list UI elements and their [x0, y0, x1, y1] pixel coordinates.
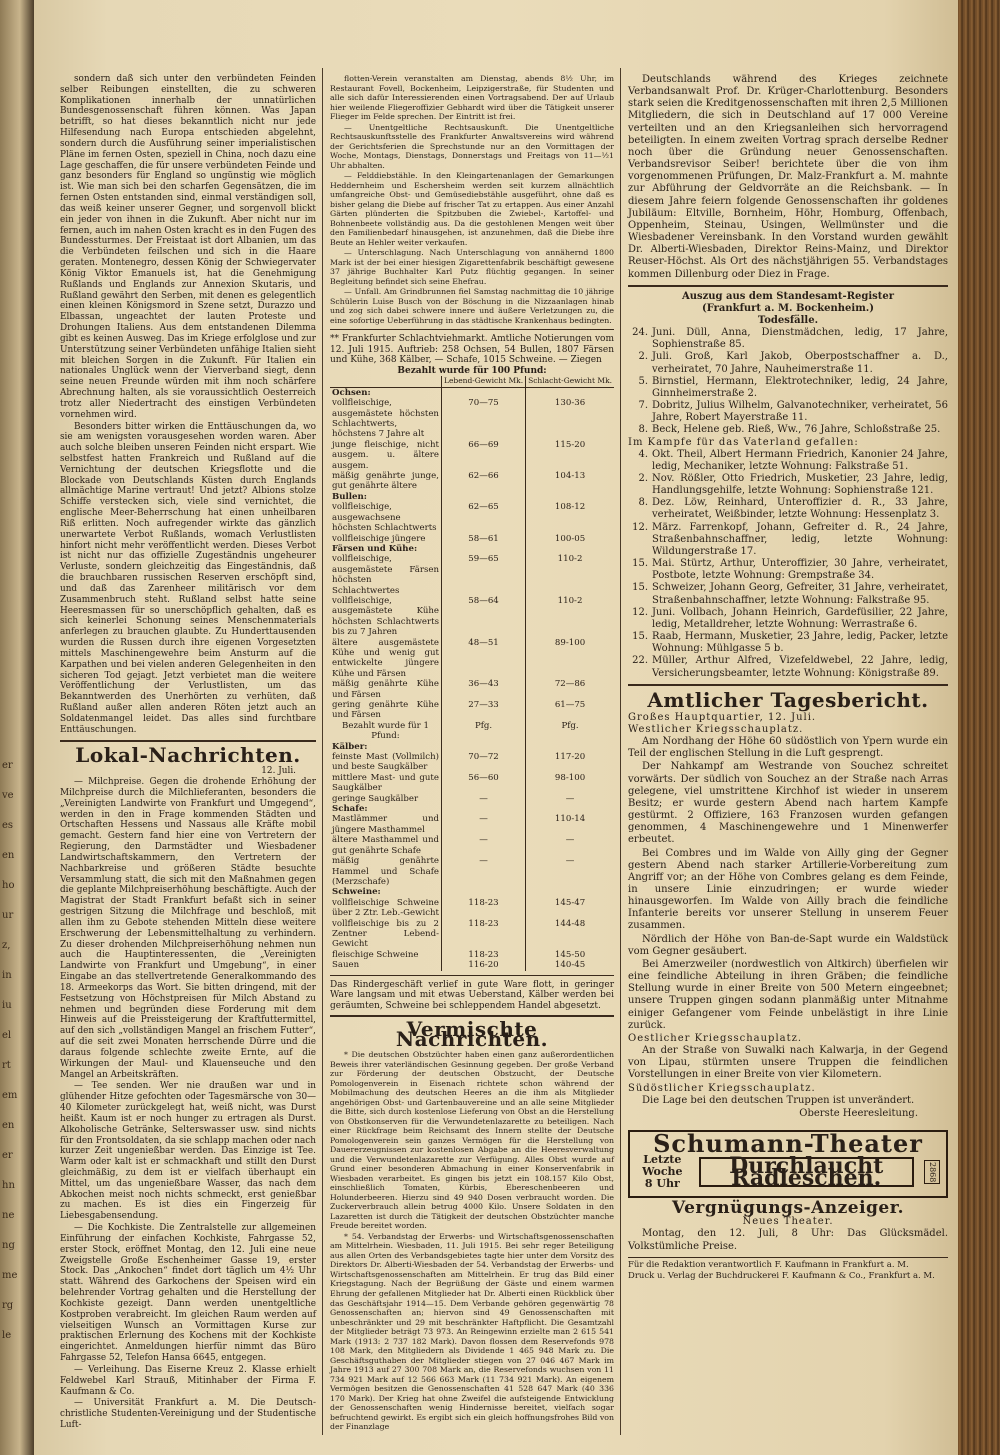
market-live-price: 62—66: [441, 471, 525, 492]
market-row: [330, 638, 614, 680]
market-slaughter-price: 100-05: [526, 534, 614, 544]
market-slaughter-price: 72—86: [526, 679, 614, 700]
entry-date: 2.: [638, 351, 648, 363]
margin-fragment: en: [2, 1120, 15, 1131]
ad-title: Schumann-Theater: [653, 1128, 923, 1158]
column-rule: [620, 68, 621, 1435]
market-slaughter-price: [526, 492, 614, 502]
market-label: vollfleischige jüngere: [332, 533, 426, 544]
vermischte-articles: [330, 1050, 614, 1432]
margin-fragment: iu: [2, 1000, 12, 1011]
market-live-price: 66—69: [441, 440, 525, 471]
entry-text: Dobritz, Julius Wilhelm, Galvanotechniker, verheiratet, 56 Jahre, Robert Mayerstraße 11.: [652, 400, 948, 424]
market-label: mittlere Mast- und gute Saugkälber: [332, 772, 439, 794]
register-entry: [628, 655, 948, 679]
report-paragraph: Bei Amerzweiler (nordwestlich von Altkirch) überfielen wir eine feindliche Abteilung in ihren Gräben; die feindliche Stellung wurde in einer Breite von 500 Metern eingeebnet; unsere Truppen gingen sodann planmäßig unter Mitnahme einiger Gefangener vom Feinde unbelästigt in ihre Linie zurück.: [628, 958, 948, 1031]
entry-date: 22.: [632, 655, 648, 667]
register-entry: [628, 424, 948, 436]
market-slaughter-price: 110-2: [526, 554, 614, 596]
deaths-label: Todesfälle.: [757, 314, 819, 326]
ad-time-line: 8 Uhr: [644, 1177, 680, 1191]
market-slaughter-price: —: [526, 794, 614, 804]
market-slaughter-price: 98-100: [526, 773, 614, 794]
entry-text: Okt. Theil, Albert Hermann Friedrich, Kanonier 24 Jahre, ledig, Mechaniker, letzte Wohnung: Falkstraße 51.: [652, 448, 948, 472]
market-row: [330, 804, 614, 814]
column-2-articles: [330, 74, 614, 325]
entry-text: Juni. Düll, Anna, Dienstmädchen, ledig, 17 Jahre, Sophienstraße 85.: [652, 327, 948, 351]
market-row: [330, 752, 614, 773]
market-row: [330, 471, 614, 492]
column-rule: [322, 68, 323, 1435]
market-label: vollfleischige Schweine über 2 Ztr. Leb.-Gewicht: [332, 897, 439, 919]
entry-date: 15.: [632, 558, 648, 570]
register-entry: [628, 558, 948, 582]
market-live-price: [441, 887, 525, 897]
market-slaughter-price: [526, 887, 614, 897]
register-entry: [628, 582, 948, 606]
report-paragraph: An der Straße von Suwalki nach Kalwarja, in der Gegend von Lipau, stürmten unsere Truppen die feindlichen Vorstellungen in einer Breite von vier Kilometern.: [628, 1045, 948, 1081]
margin-fragment: ve: [2, 790, 14, 801]
entertain-text: Montag, den 12. Juli, 8 Uhr: Das Glücksmädel. Volkstümliche Preise.: [628, 1228, 948, 1252]
footer-line: Für die Redaktion verantwortlich F. Kaufmann in Frankfurt a. M.: [628, 1259, 909, 1270]
entry-date: 15.: [632, 582, 648, 594]
market-label: mäßig genährte Kühe und Färsen: [332, 679, 439, 700]
article-paragraph: — Universität Frankfurt a. M. Die Deutsch-christliche Studenten-Vereinigung und der Studentische Luft-: [60, 1398, 316, 1431]
market-row: [330, 492, 614, 502]
margin-fragment: rt: [2, 1060, 11, 1071]
entry-text: Nov. Rößler, Otto Friedrich, Musketier, 23 Jahre, ledig, Handlungsgehilfe, letzte Wohnung: Sophienstraße 121.: [652, 473, 948, 497]
market-label: Sauen: [332, 960, 360, 971]
market-row: [330, 835, 614, 856]
margin-fragment: me: [2, 1270, 18, 1281]
margin-fragment: hn: [2, 1180, 15, 1191]
market-live-price: [441, 742, 525, 752]
market-label: Kälber:: [332, 741, 368, 752]
divider: [60, 740, 316, 742]
entry-text: Juni. Vollbach, Johann Heinrich, Gardefüsilier, 22 Jahre, ledig, Metalldreher, letzte Wohnung: Werrastraße 6.: [652, 606, 948, 630]
market-row: [330, 700, 614, 721]
footer-line: Druck u. Verlag der Buchdruckerei F. Kaufmann & Co., Frankfurt a. M.: [628, 1270, 935, 1281]
register-entry: [628, 351, 948, 375]
entry-date: 7.: [638, 400, 648, 412]
article-paragraph: * Die deutschen Obstzüchter haben einen ganz außerordentlichen Beweis ihrer vaterländischen Gesinnung gegeben. Der große Verband zur Förderung der deutschen Obstzucht, der Deutsche Pomologenverein in Eisenach richtete schon während der Mobilmachung des deutschen Heeres an die ihm als Mitglieder angehörigen Obst- und Gartenbauvereine und an alle seine Mitglieder die Bitte, sich durch kostenlose Lieferung von Obst an die Herstellung von Obstkonserven für die Verwundetenlazarette zu beteiligen. Nach einer Rückfrage beim Reichsamt des Innern stellte der Deutsche Pomologenverein sein ganzes Vermögen für die Herstellung von Dauererzeugnissen zur kostenlosen Abgabe an die Heeresverwaltung und die Verwundetenlazarette zur Verfügung. Alles Obst wurde auf Grund einer besonderen Abmachung in einer Konservenfabrik in Wiesbaden verarbeitet. Es gingen bis jetzt ein 108.157 Kilo Obst, einschließlich Tomaten, Kürbis, Ebereschenbeeren und Holunderbeeren. Hierzu sind 49 940 Dosen verbraucht worden. Die Zuckerverbrauch allein betrug 4000 Kilo. Unsere Soldaten in den Lazaretten ist durch die Tätigkeit der deutschen Obstzüchter manche Freude bereitet worden.: [330, 1050, 614, 1231]
market-live-price: 58—64: [441, 596, 525, 638]
market-slaughter-price: Pfg.: [526, 721, 614, 742]
register-entry: [628, 631, 948, 655]
entry-date: 24.: [632, 327, 648, 339]
market-slaughter-price: [526, 742, 614, 752]
market-row: [330, 950, 614, 960]
margin-fragment: le: [2, 1330, 12, 1341]
report-place: Großes Hauptquartier, 12. Juli.: [628, 711, 817, 723]
article-paragraph: — Tee senden. Wer nie draußen war und in glühender Hitze gefochten oder Tagesmärsche von 30—40 Kilometer zurückgelegt hat, weiß nicht, was Durst heißt. Kaum ist er noch hunger zu ertragen als Durst. Alkoholische Getränke, Selterswasser usw. sind nichts für den Frontsoldaten, da sie schlapp machen oder nach kurzer Zeit ungenießbar werden. Das Einzige ist Tee. Warm oder kalt ist er schmackhaft und stillt den Durst gleichmäßig, zu dem ist er vielfach überhaupt ein Mittel, um das ungenießbare Wasser, das nach dem Abkochen meist noch nichts schmeckt, erst genießbar zu machen. Es ist dies ein Fingerzeig für Liebesgabensendung.: [60, 1081, 316, 1222]
market-label: Ochsen:: [332, 387, 371, 398]
market-live-price: 118-23: [441, 919, 525, 950]
market-slaughter-price: —: [526, 835, 614, 856]
report-paragraph: Bei Combres und im Walde von Ailly ging der Gegner gestern Abend nach starker Artillerie-Vorbereitung zum Angriff vor; an der Höhe von Combres gelang es dem Feinde, in unsere Linie einzudringen; er wurde wieder hinausgeworfen. Im Walde von Ailly brach die feindliche Infanterie bereits vor unserer Stellung in unserem Feuer zusammen.: [628, 847, 948, 932]
lokal-heading: Lokal-Nachrichten.: [75, 742, 301, 767]
article-paragraph: — Unfall. Am Grindbrunnen fiel Samstag nachmittag die 10 jährige Schülerin Luise Busch von der Böschung in die Nizzaanlagen hinab und zog sich dabei schwere innere und äußere Verletzungen zu, die eine sofortige Ueberführung in das städtische Krankenhaus bedingten.: [330, 287, 614, 325]
entry-date: 4.: [638, 448, 648, 460]
market-slaughter-price: 130-36: [526, 398, 614, 440]
register-entry: [628, 376, 948, 400]
margin-fragment: ho: [2, 880, 15, 891]
article-paragraph: — Die Kochkiste. Die Zentralstelle zur allgemeinen Einführung der einfachen Kochkiste, Fahrgasse 52, erster Stock, eröffnet Montag, den 12. Juli eine neue Zweigstelle Große Eschenheimer Gasse 19, erster Stock. Das „Ankochen“ findet dort täglich um 4½ Uhr statt. Während des Garkochens der Speisen wird ein belehrender Vortrag gehalten und die Herstellung der Kochkiste gezeigt. Dann werden unentgeltliche Kostproben verabreicht. Im gleichen Raum werden auf vielseitigen Wunsch an Vormittagen Kurse zur praktischen Erlernung des Kochens mit der Kochkiste eingerichtet. Anmeldungen hierfür nimmt das Büro Fahrgasse 52, Telefon Hansa 6645, entgegen.: [60, 1223, 316, 1364]
ad-play-title: Durchlaucht Radleschen.: [699, 1157, 914, 1187]
column-3: [628, 74, 948, 1282]
market-row: [330, 919, 614, 950]
article-paragraph: flotten-Verein veranstalten am Dienstag, abends 8½ Uhr, im Restaurant Fovell, Bockenheim, Leipzigerstraße, für Studenten und alle sich dafür Interessierenden einen Vortragsabend. Der auf Urlaub hier weilende Fliegeroffizier Gebhardt wird über die Tätigkeit unserer Flieger im Felde sprechen. Der Eintritt ist frei.: [330, 74, 614, 122]
register-subtitle: (Frankfurt a. M. Bockenheim.): [701, 302, 875, 314]
margin-fragment: el: [2, 1030, 12, 1041]
entry-text: Birnstiel, Hermann, Elektrotechniker, ledig, 24 Jahre, Ginnheimerstraße 2.: [652, 375, 948, 399]
report-paragraph: Nördlich der Höhe von Ban-de-Sapt wurde ein Waldstück vom Gegner gesäubert.: [628, 933, 948, 957]
market-slaughter-price: 115-20: [526, 440, 614, 471]
market-row: [330, 440, 614, 471]
market-label: Bezahlt wurde für 1 Pfund:: [342, 720, 429, 742]
entry-date: 12.: [632, 606, 648, 618]
market-label: vollfleischige, ausgewachsene höchsten Schlachtwerts: [332, 502, 437, 534]
entry-text: Dez. Löw, Reinhard, Unteroffizier d. R., 33 Jahre, verheiratet, Weißbinder, letzte Wohnung: Hessenplatz 3.: [652, 497, 948, 521]
register-entry: [628, 400, 948, 424]
market-col-header: Schlacht-Gewicht Mk.: [526, 376, 614, 387]
divider: [330, 975, 614, 976]
market-row: [330, 398, 614, 440]
report-heading: Amtlicher Tagesbericht.: [647, 687, 929, 712]
register-entry: [628, 473, 948, 497]
market-live-price: 58—61: [441, 534, 525, 544]
market-label: Bullen:: [332, 491, 367, 502]
market-live-price: 27—33: [441, 700, 525, 721]
market-label: vollfleischige bis zu 2 Zentner Lebend-Gewicht: [332, 918, 439, 950]
entry-text: Müller, Arthur Alfred, Vizefeldwebel, 22 Jahre, ledig, Versicherungsbeamter, letzte Wohnung: Königstraße 89.: [652, 655, 948, 679]
margin-fragment: en: [2, 850, 15, 861]
entry-text: Raab, Hermann, Musketier, 23 Jahre, ledig, Packer, letzte Wohnung: Mühlgasse 5 b.: [652, 631, 948, 655]
south-report: [628, 1095, 948, 1107]
market-label: fleischige Schweine: [332, 949, 419, 960]
market-row: [330, 814, 614, 835]
market-col-header: Lebend-Gewicht Mk.: [441, 376, 525, 387]
report-paragraph: Die Lage bei den deutschen Truppen ist unverändert.: [642, 1094, 915, 1106]
market-live-price: 59—65: [441, 554, 525, 596]
market-slaughter-price: 110-14: [526, 814, 614, 835]
column-1: [60, 74, 316, 1432]
entry-date: 8.: [638, 424, 648, 436]
market-live-price: 70—75: [441, 398, 525, 440]
fallen-list: [628, 449, 948, 680]
market-label: Färsen und Kühe:: [332, 543, 418, 554]
entertain-heading: Vergnügungs-Anzeiger.: [671, 1198, 905, 1219]
ad-code: 2868: [924, 1160, 940, 1184]
entry-date: 5.: [638, 375, 648, 387]
article-paragraph: — Unterschlagung. Nach Unterschlagung von annähernd 1800 Mark ist der bei einer hiesigen Zigarettenfabrik beschäftigt gewesene 37 jährige Buchhalter Karl Putz flüchtig gegangen. In seiner Begleitung befindet sich seine Ehefrau.: [330, 248, 614, 286]
divider: [628, 285, 948, 287]
market-row: [330, 721, 614, 742]
margin-fragment: ur: [2, 910, 14, 921]
market-row: [330, 742, 614, 752]
entry-date: 8.: [638, 497, 648, 509]
market-label: vollfleischige, ausgemästete höchsten Schlachtwerts, höchstens 7 Jahre alt: [332, 398, 439, 440]
entry-text: Mai. Stürtz, Arthur, Unteroffizier, 30 Jahre, verheiratet, Postbote, letzte Wohnung: Grempstraße 34.: [652, 558, 948, 582]
market-label: Mastlämmer und jüngere Masthammel: [332, 814, 439, 835]
market-row: [330, 960, 614, 970]
entry-date: 15.: [632, 631, 648, 643]
market-live-price: [441, 804, 525, 814]
market-live-price: —: [441, 856, 525, 887]
market-slaughter-price: —: [526, 856, 614, 887]
market-live-price: [441, 544, 525, 554]
market-row: [330, 387, 614, 398]
market-slaughter-price: 140-45: [526, 960, 614, 970]
margin-fragment: rg: [2, 1300, 14, 1311]
divider: [330, 329, 614, 330]
book-binding: [958, 0, 1000, 1455]
market-label: mäßig genährte Hammel und Schafe (Merzschafe): [332, 856, 439, 887]
market-live-price: 56—60: [441, 773, 525, 794]
market-label: ältere Masthammel und gut genährte Schafe: [332, 835, 439, 856]
market-row: [330, 898, 614, 919]
column-3-continuation: [628, 74, 948, 281]
market-slaughter-price: 144-48: [526, 919, 614, 950]
market-live-price: [441, 387, 525, 398]
article-paragraph: Besonders bitter wirken die Enttäuschungen da, wo sie am wenigsten vorausgesehen worden waren. Aber auch solche bleiben unseren Feinden nicht erspart. Wie selbstfest hatten Frankreich und Rußland auf die Vernichtung der deutschen Kriegsflotte und die Blockade von Deutschlands Küsten durch Englands allmächtige Marine vertraut! Und jetzt? Albions stolze Schiffe verstecken sich, viele sind vernichtet, die englische Meer-Beherrschung hat einen unheilbaren Riß erlitten. Noch aufregender wirkte das gänzlich unerwartete Verbot Rußlands, womach Verlustlisten hinfort nicht mehr veröffentlicht werden. Dieses Verbot ist nicht nur das offizielle Zugeständnis ungeheurer Verluste, sondern gleichzeitig das Eingeständnis, daß die brauchbaren russischen Reserven erschöpft sind, und daß das Zarenheer militärisch vor dem Zusammenbruch steht. Rußland selbst hatte seine Heeresmassen für so unerschöpflich gehalten, daß es sich keinerlei Schonung seines Menschenmaterials anferlegen zu brauchen glaubte. Zu Hunderttausenden wurden die Russen durch ihre eigenen Vorgesetzten mittels Maschinengewehre beim Ansturm auf die Karpathen und bei vielen anderen Gelegenheiten in den sicheren Tod gejagt. Jetzt verbietet man die weitere Veröffentlichung der Verlustlisten, um das Bekanntwerden des Unerhörten zu verhüten, daß Rußland außer allen anderen Röten jetzt auch an Soldatenmangel leidet. Das alles sind furchtbare Enttäuschungen.: [60, 421, 316, 735]
newspaper-page: [34, 0, 958, 1455]
market-slaughter-price: [526, 544, 614, 554]
entry-text: Juli. Groß, Karl Jakob, Oberpostschaffner a. D., verheiratet, 70 Jahre, Nauheimerstraße 11.: [652, 351, 948, 375]
west-label: Westlicher Kriegsschauplatz.: [628, 723, 804, 735]
market-row: [330, 534, 614, 544]
register-title: Auszug aus dem Standesamt-Register: [681, 290, 895, 302]
market-label: feinste Mast (Vollmilch) und beste Saugkälber: [332, 752, 439, 773]
market-slaughter-price: 61—75: [526, 700, 614, 721]
entry-text: Beck, Helene geb. Rieß, Ww., 76 Jahre, Schloßstraße 25.: [652, 424, 941, 436]
market-label: geringe Saugkälber: [332, 793, 419, 804]
ad-week-line: Letzte Woche: [642, 1153, 683, 1179]
margin-fragment: z,: [2, 940, 11, 951]
entry-text: März. Farrenkopf, Johann, Gefreiter d. R., 24 Jahre, Straßenbahnschaffner, ledig, letzte Wohnung: Wildungerstraße 17.: [652, 521, 948, 557]
market-live-price: —: [441, 794, 525, 804]
signature: Oberste Heeresleitung.: [799, 1107, 918, 1119]
report-paragraph: Am Nordhang der Höhe 60 südöstlich von Ypern wurde ein Teil der englischen Stellung in die Luft gesprengt.: [628, 736, 948, 760]
margin-fragment: ne: [2, 1210, 15, 1221]
market-slaughter-price: 89-100: [526, 638, 614, 680]
margin-fragment: ng: [2, 1240, 15, 1251]
column-1-editorial: [60, 74, 316, 736]
margin-fragment: es: [2, 820, 14, 831]
market-slaughter-price: [526, 804, 614, 814]
register-entry: [628, 327, 948, 351]
entertain-theatre: Neues Theater.: [742, 1216, 834, 1228]
east-report: [628, 1045, 948, 1081]
market-live-price: Pfg.: [441, 721, 525, 742]
south-label: Südöstlicher Kriegsschauplatz.: [628, 1082, 816, 1094]
market-label: gering genährte Kühe und Färsen: [332, 700, 439, 721]
market-row: [330, 502, 614, 533]
market-live-price: 118-23: [441, 950, 525, 960]
market-paid-label: Bezahlt wurde für 100 Pfund:: [397, 365, 547, 376]
market-live-price: 118-23: [441, 898, 525, 919]
entry-date: 2.: [638, 473, 648, 484]
market-live-price: 62—65: [441, 502, 525, 533]
market-slaughter-price: [526, 387, 614, 398]
article-paragraph: sondern daß sich unter den verbündeten Feinden selber Reibungen einstellten, die zu schweren Komplikationen innerhalb der unnatürlichen Bundesgenossenschaft führen können. Was Japan betrifft, so hat dieses bekanntlich nicht nur jede Hilfesendung nach Europa entschieden abgelehnt, sondern durch die Ausführung seiner imperialistischen Pläne im fernen Osten, speziell in China, noch dazu eine Lage geschaffen, die für unsere verbündeten Feinde und ganz besonders für England so ungünstig wie möglich ist. Wie man sich bei den scharfen Gegensätzen, die im fernen Osten entstanden sind, einmal verständigen soll, das weiß keiner unserer Gegner, und sorgenvoll blickt ein jeder von ihnen in die Zukunft. Aber nicht nur im fernen, auch im nahen Osten kracht es in den Fugen des Bundessturmes. Der Freistaat ist dort Albanien, um das die Verbündeten feilschen und sich in die Haare geraten. Montenegro, dessen König der Schwiegervater König Viktor Emanuels ist, hat die Genehmigung Rußlands und Englands zur Annexion Skutaris, und Rußland gewährt den Serben, mit denen es gelegentlich einen kleinen Königsmord in Szene setzt, Durazzo und Elbassan, ungeachtet der lauten Proteste und Drohungen Italiens. Aus dem entstandenen Dilemma gibt es keinen Ausweg. Das im Kriege erfolglose und zur Unterstützung seiner Verbündeten unfähige Italien sieht mit bleichen Sorgen in die Zukunft. Für Italien ein nationales Unglück wenn der Vierverband siegt, denn seine neuen Freunde würden mit ihm noch schärfere Abrechnung halten, als sie voraussichtlich Oesterreich trotz aller Niedertracht des einstigen Verbündeten vornehmen wird.: [60, 74, 316, 420]
margin-fragment: er: [2, 760, 13, 771]
market-live-price: 48—51: [441, 638, 525, 680]
article-paragraph: Deutschlands während des Krieges zeichnete Verbandsanwalt Prof. Dr. Krüger-Charlottenburg. Besonders stark seien die Kreditgenossenschaften mit ihren 2,5 Millionen Mitgliedern, die sich in Deutschland auf 17 000 Vereine verteilten und an den Kriegsanleihen sich hervorragend beteiligten. In einem zweiten Vortrag sprach derselbe Redner noch über die Gründung neuer Genossenschaften. Verbandsrevisor Seiber! berichtete über die von ihm vorgenommenen Prüfungen, Dr. Malz-Frankfurt a. M. mahnte zur Abführung der Geldvorräte an die Reichsbank. — In diesem Jahre feiern folgende Genossenschaften ihr goldenes Jubiläum: Eltville, Bornheim, Höhr, Homburg, Offenbach, Oppenheim, Steinau, Usingen, Wellmünster und die Wiesbadener Vereinsbank. In den Vorstand wurden gewählt Dr. Alberti-Wiesbaden, Direktor Reins-Mainz, und Direktor Reuser-Höchst. Als Ort des nächstjährigen 55. Verbandstages kommen Dillenburg oder Diez in Frage.: [628, 74, 948, 280]
market-row: [330, 856, 614, 887]
market-label: junge fleischige, nicht ausgem. u. ältere ausgem.: [332, 439, 439, 471]
market-label: ältere ausgemästete Kühe und wenig gut entwickelte jüngere Kühe und Färsen: [332, 637, 439, 679]
vermischte-heading: Vermischte Nachrichten.: [395, 1017, 549, 1051]
register-entry: [628, 607, 948, 631]
article-paragraph: * 54. Verbandstag der Erwerbs- und Wirtschaftsgenossenschaften am Mittelrhein. Wiesbaden, 11. Juli 1915. Bei sehr reger Beteiligung aus allen Orten des Verbandsgebietes tagte hier unter dem Vorsitz des Direktors Dr. Alberti-Wiesbaden der 54. Verbandstag der Erwerbs- und Wirtschaftsgenossenschaften am Mittelrhein. Er trug das Bild einer Kriegstagung. Nach der Begrüßung der Gäste und einem warmen Ehrung der gefallenen Mitglieder hat Dr. Alberti einen Rückblick über das Geschäftsjahr 1914—15. Dem Verbande gehören gegenwärtig 78 Genossenschaften an; hiervon sind 49 Genossenschaften mit unbeschränkter und 29 mit beschränkter Haftpflicht. Die Gesamtzahl der Mitglieder beträgt 73 973. An Reingewinn erzielte man 2 615 541 Mark (1913: 2 737 182 Mark). Davon flossen dem Reservefonds 978 108 Mark, den Mitgliedern als Dividende 1 465 948 Mark zu. Die Geschäftsguthaben der Mitglieder stiegen von 27 046 467 Mark im Jahre 1913 auf 27 300 708 Mark an, die Reservefonds wuchsen von 11 734 921 Mark auf 12 566 663 Mark (11 734 921 Mark). An eigenem Vermögen besitzen die Genossenschaften 41 528 647 Mark (40 336 170 Mark). Der Krieg hat ohne Zweifel die aufsteigende Entwicklung der Genossenschaften wenig Hindernisse bereitet, vielfach sogar befruchtend gewirkt. Es ergibt sich ein gleich hoffnungsfrohes Bild von der Finanzlage: [330, 1231, 614, 1432]
east-label: Oestlicher Kriegsschauplatz.: [628, 1032, 803, 1044]
report-paragraph: Der Nahkampf am Westrande von Souchez schreitet vorwärts. Der südlich von Souchez an der Straße nach Arras gelegene, viel umstrittene Kirchhof ist wieder in unserem Besitz; er wurde gestern Abend nach hartem Kampfe gestürmt. 2 Offiziere, 163 Franzosen wurden gefangen genommen, 4 Maschinengewehre und 1 Minenwerfer erbeutet.: [628, 761, 948, 846]
deaths-list: [628, 327, 948, 436]
register-entry: [628, 449, 948, 473]
adjacent-page-edge: [0, 0, 36, 1455]
market-table: [330, 376, 614, 970]
market-row: [330, 773, 614, 794]
theatre-advertisement: [628, 1130, 948, 1198]
market-row: [330, 554, 614, 596]
market-label: mäßig genährte junge, gut genährte ältere: [332, 471, 439, 492]
fallen-label: Im Kampfe für das Vaterland gefallen:: [628, 436, 859, 448]
article-paragraph: — Unentgeltliche Rechtsauskunft. Die Unentgeltliche Rechtsauskunftsstelle des Frankfurter Anwaltsvereins wird während der Gerichtsferien die Sprechstunde nur an den Vormittagen der Woche, Montags, Dienstags, Donnerstags und Freitags von 11—½1 Uhr abhalten.: [330, 122, 614, 170]
market-row: [330, 596, 614, 638]
market-label: vollfleischige, ausgemästete Färsen höchsten Schlachtwertes: [332, 554, 439, 596]
market-note: Das Rindergeschäft verlief in gute Ware flott, in geringer Ware langsam und mit etwas Ueberstand, Kälber werden bei geräumten, Schweine bei schleppendem Handel abgesetzt.: [330, 979, 614, 1011]
market-slaughter-price: 108-12: [526, 502, 614, 533]
market-label: vollfleischige, ausgemästete Kühe höchsten Schlachtwerts bis zu 7 Jahren: [332, 595, 439, 638]
margin-fragment: in: [2, 970, 12, 981]
market-row: [330, 544, 614, 554]
market-slaughter-price: 110-2: [526, 596, 614, 638]
register-entry: [628, 497, 948, 521]
market-live-price: 36—43: [441, 679, 525, 700]
market-row: [330, 679, 614, 700]
market-live-price: —: [441, 814, 525, 835]
lokal-date: 12. Juli.: [261, 766, 296, 777]
market-live-price: [441, 492, 525, 502]
market-label: Schweine:: [332, 887, 381, 898]
column-2: [330, 74, 614, 1433]
market-live-price: 70—72: [441, 752, 525, 773]
market-row: [330, 887, 614, 897]
market-header: ** Frankfurter Schlachtviehmarkt. Amtliche Notierungen vom 12. Juli 1915. Auftrieb: 258 Ochsen, 54 Bullen, 1807 Färsen und Kühe, 368 Kälber, — Schafe, 1015 Schweine. — Ziegen: [330, 334, 614, 366]
article-paragraph: — Felddiebstähle. In den Kleingartenanlagen der Gemarkungen Heddernheim und Eschersheim werden seit kurzem allnächtlich umfangreiche Obst- und Gemüsediebstähle ausgeführt, ohne daß es bisher gelang die Diebe auf frischer Tat zu ertappen. Aus einer Anzahl Gärten plünderten die Spitzbuben die Zwiebel-, Kartoffel- und Bohnenbeete vollständig aus. Da die gestohlenen Mengen weit über den Familienbedarf hinausgehen, ist anzunehmen, daß die Diebe ihre Beute an Hehler weiter verkaufen.: [330, 171, 614, 247]
market-slaughter-price: 117-20: [526, 752, 614, 773]
market-live-price: 116-20: [441, 960, 525, 970]
market-slaughter-price: 104-13: [526, 471, 614, 492]
margin-fragment: er: [2, 1150, 13, 1161]
lokal-articles: [60, 777, 316, 1431]
article-paragraph: — Verleihung. Das Eiserne Kreuz 2. Klasse erhielt Feldwebel Karl Strauß, Mitinhaber der Firma F. Kaufmann & Co.: [60, 1364, 316, 1397]
market-slaughter-price: 145-50: [526, 950, 614, 960]
article-paragraph: — Milchpreise. Gegen die drohende Erhöhung der Milchpreise durch die Milchlieferanten, besonders die „Vereinigten Landwirte von Frankfurt und Umgegend“, werden in den in Frage kommenden Städten und Ortschaften Hessens und Nassaus alle Kräfte mobil gemacht. Gestern fand hier eine von Vertretern der Regierung, den Darmstädter und Wiesbadener Landwirtschaftskammern, den Vertretern der Nachbarkreise und größeren Städte besuchte Versammlung statt, die sich mit den Maßnahmen gegen die geplante Milchpreiserhöhung beschäftigte. Auch der Magistrat der Stadt Frankfurt befaßt sich in seiner gestrigen Sitzung die Milchfrage und beschloß, mit allen ihm zu Gebote stehenden Mitteln diese weitere Erschwerung der Lebensmittelhaltung zu verhindern. Zu dieser drohenden Milchpreiserhöhung nehmen nun auch die Hauptinteressenten, die „Vereinigten Landwirte von Frankfurt und Umgebung“, in einer Eingabe an das stellvertretende Generalkommando des 18. Armeekorps das Wort. Sie bitten dringend, mit der Festsetzung von Höchstpreisen für Milch Abstand zu nehmen und begründen diese Forderung mit dem Hinweis auf die Preissteigerung der Kraftfuttermittel, auf den sich „vollständigen Mangel an frischem Futter“, auf die seit zwei Monaten herrschende Dürre und die daraus folgende schlechte zweite Ernte, auf die Wirkungen der Maul- und Klauenseuche und den Mangel an Arbeitskräften.: [60, 777, 316, 1080]
entry-date: 12.: [632, 521, 648, 533]
market-live-price: —: [441, 835, 525, 856]
market-row: [330, 794, 614, 804]
entry-text: Schweizer, Johann Georg, Gefreiter, 31 Jahre, verheiratet, Straßenbahnschaffner, letzte Wohnung: Falkstraße 95.: [652, 582, 948, 606]
register-entry: [628, 522, 948, 558]
divider: [628, 684, 948, 686]
market-slaughter-price: 145-47: [526, 898, 614, 919]
market-label: Schafe:: [332, 804, 368, 815]
margin-fragment: em: [2, 1090, 18, 1101]
west-report: [628, 736, 948, 1032]
